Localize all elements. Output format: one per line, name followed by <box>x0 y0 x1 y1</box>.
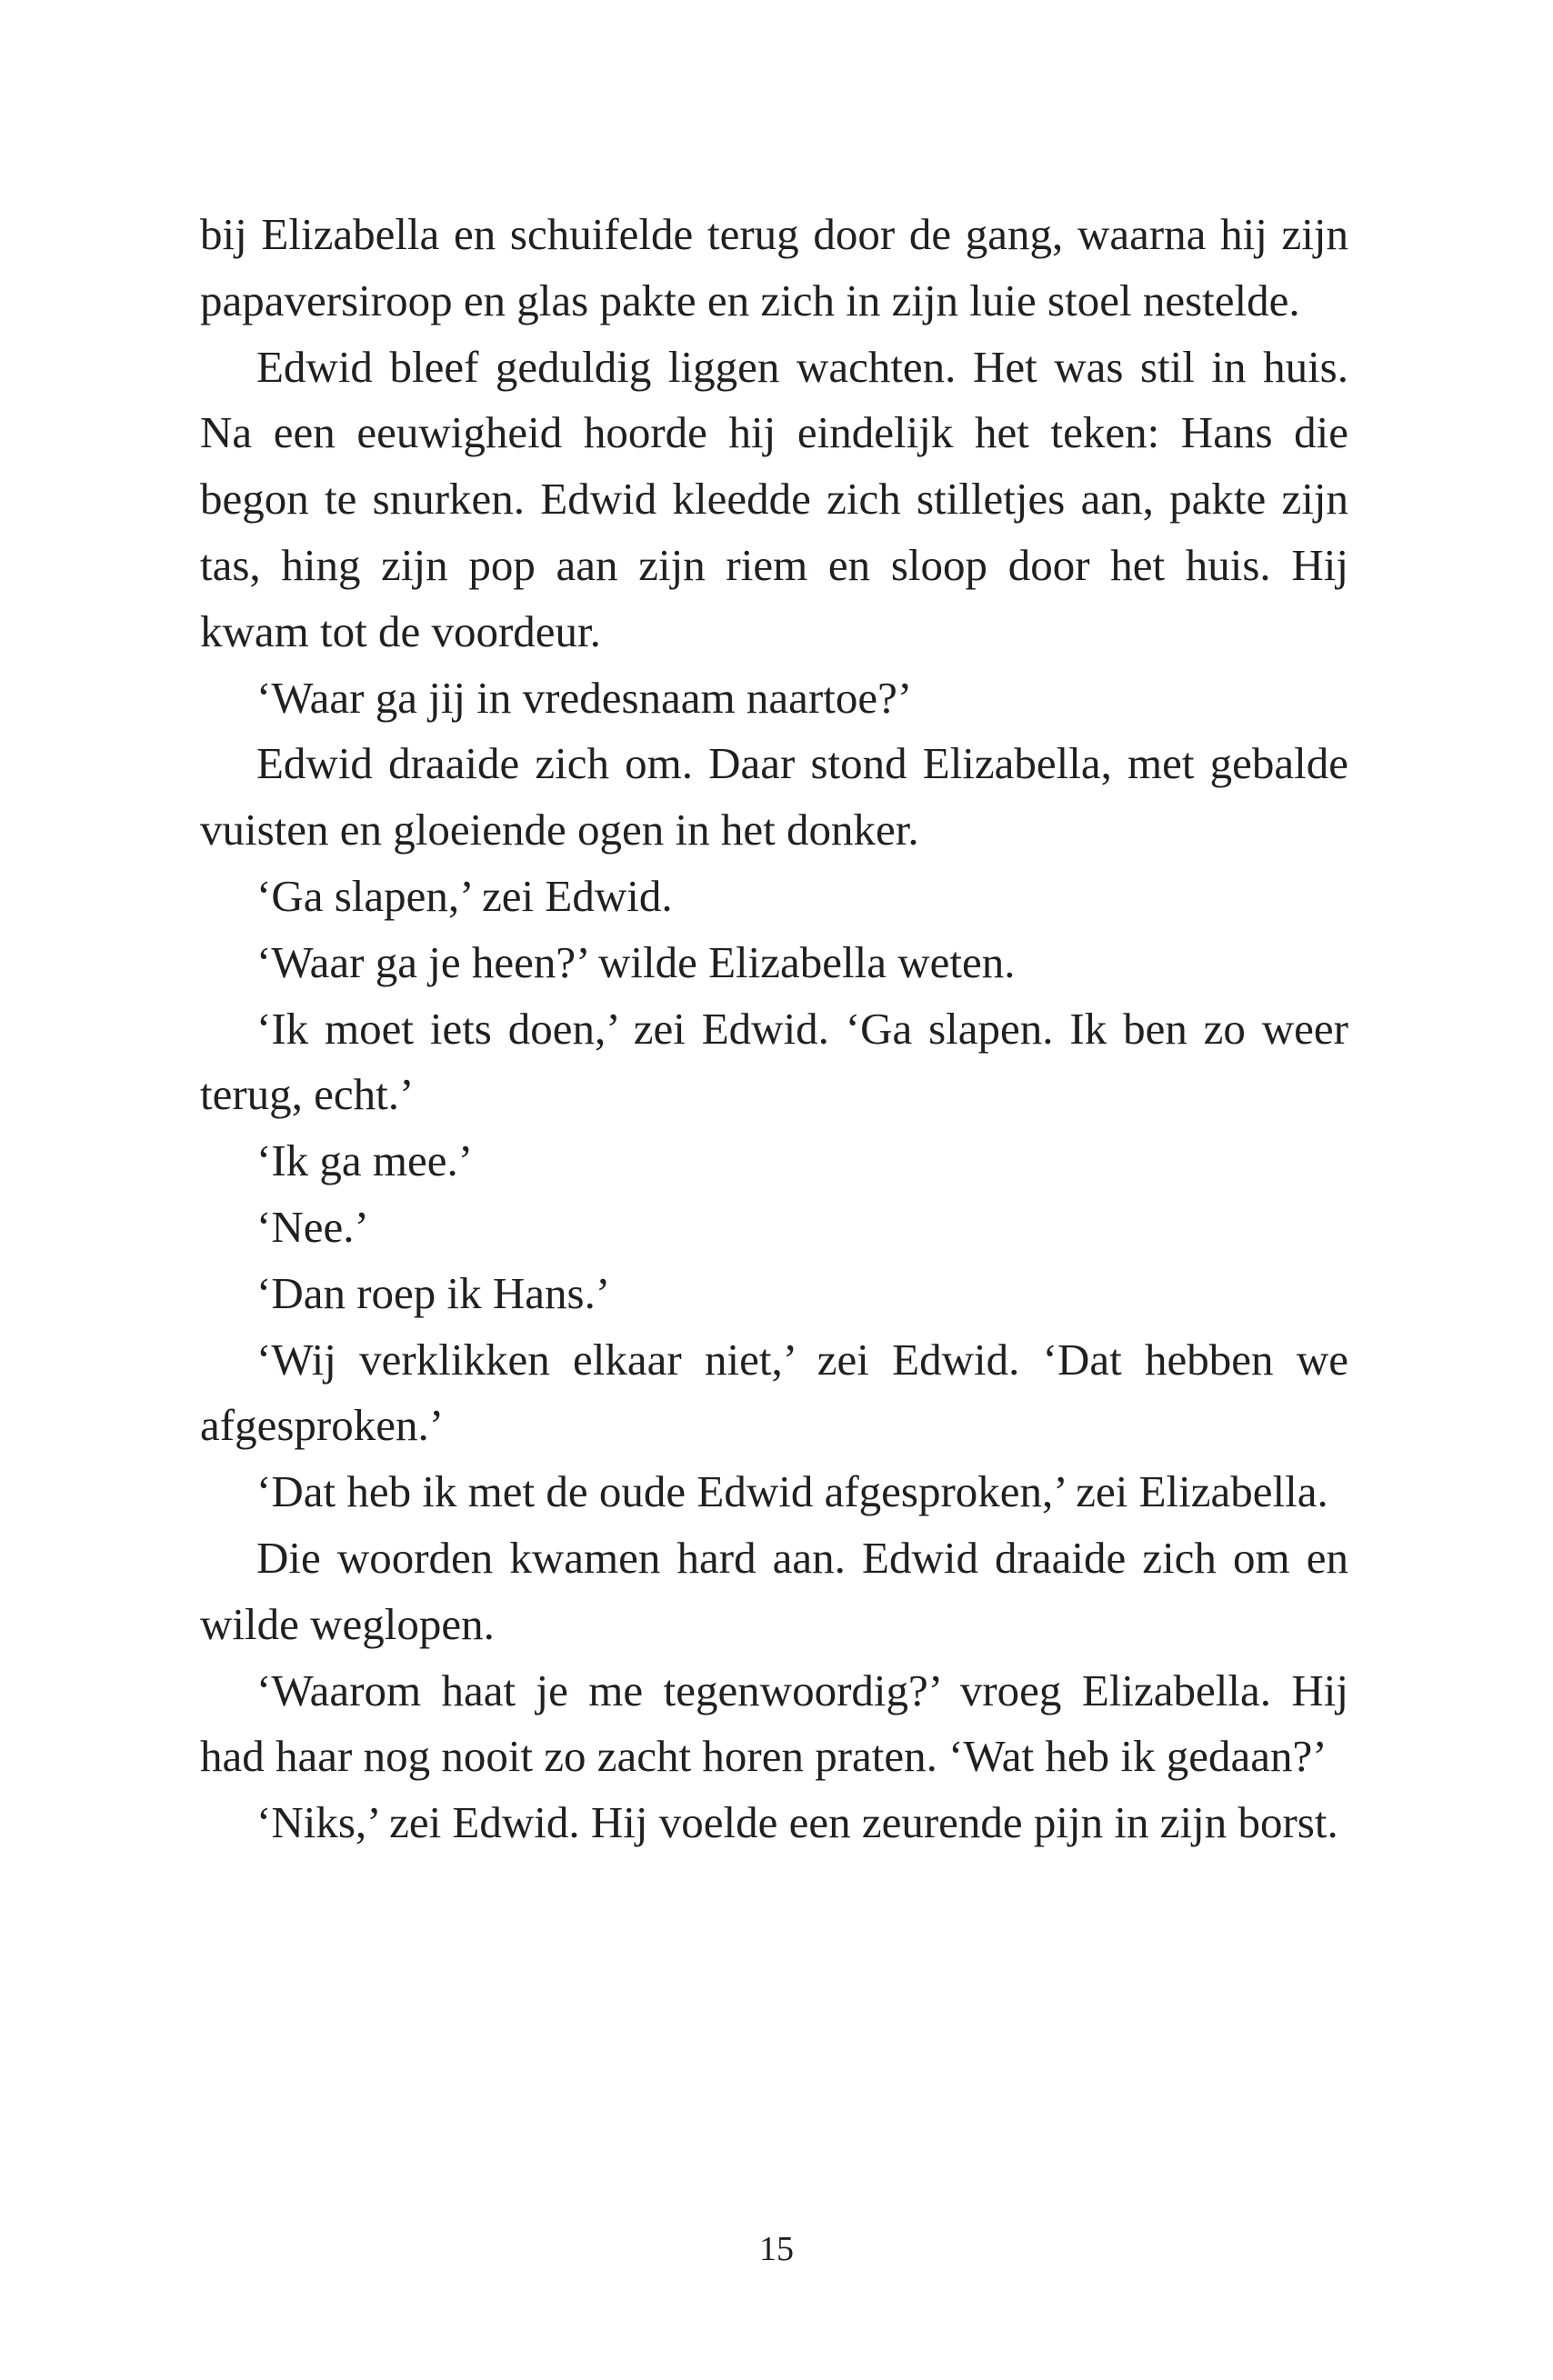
paragraph: ‘Dan roep ik Hans.’ <box>256 1267 611 1318</box>
paragraph: ‘Waar ga je heen?’ wilde Elizabella weten. <box>256 936 1016 987</box>
paragraph: ‘Waarom haat je me tegenwoordig?’ vroeg Elizabella. Hij had haar nog nooit zo zacht horen praten. ‘Wat heb ik gedaan?’ <box>200 1665 1348 1782</box>
paragraph: ‘Ga slapen,’ zei Edwid. <box>256 870 673 921</box>
paragraph: ‘Niks,’ zei Edwid. Hij voelde een zeurende pijn in zijn borst. <box>256 1797 1338 1848</box>
paragraph: Die woorden kwamen hard aan. Edwid draaide zich om en wilde weglopen. <box>200 1532 1348 1649</box>
body-text <box>200 202 1348 1856</box>
paragraph: ‘Dat heb ik met de oude Edwid afgesproken,’ zei Elizabella. <box>256 1466 1328 1517</box>
paragraph: ‘Wij verklikken elkaar niet,’ zei Edwid. ‘Dat hebben we afgesproken.’ <box>200 1334 1348 1451</box>
paragraph: Edwid draaide zich om. Daar stond Elizabella, met gebalde vuisten en gloeiende ogen in het donker. <box>200 738 1348 855</box>
paragraph: bij Elizabella en schuifelde terug door de gang, waarna hij zijn papaversiroop en glas pakte en zich in zijn luie stoel nestelde. <box>200 209 1348 325</box>
paragraph: ‘Waar ga jij in vredesnaam naartoe?’ <box>256 672 913 723</box>
paragraph: Edwid bleef geduldig liggen wachten. Het was stil in huis. Na een eeuwigheid hoorde hij eindelijk het teken: Hans die begon te snurken. Edwid kleedde zich stilletjes aan, pakte zijn tas, hing zijn pop aan zijn riem en sloop door het huis. Hij kwam tot de voordeur. <box>200 341 1348 656</box>
paragraph: ‘Nee.’ <box>256 1201 369 1252</box>
paragraph: ‘Ik ga mee.’ <box>256 1135 474 1186</box>
paragraph: ‘Ik moet iets doen,’ zei Edwid. ‘Ga slapen. Ik ben zo weer terug, echt.’ <box>200 1003 1348 1120</box>
page-number: 15 <box>759 2230 794 2268</box>
